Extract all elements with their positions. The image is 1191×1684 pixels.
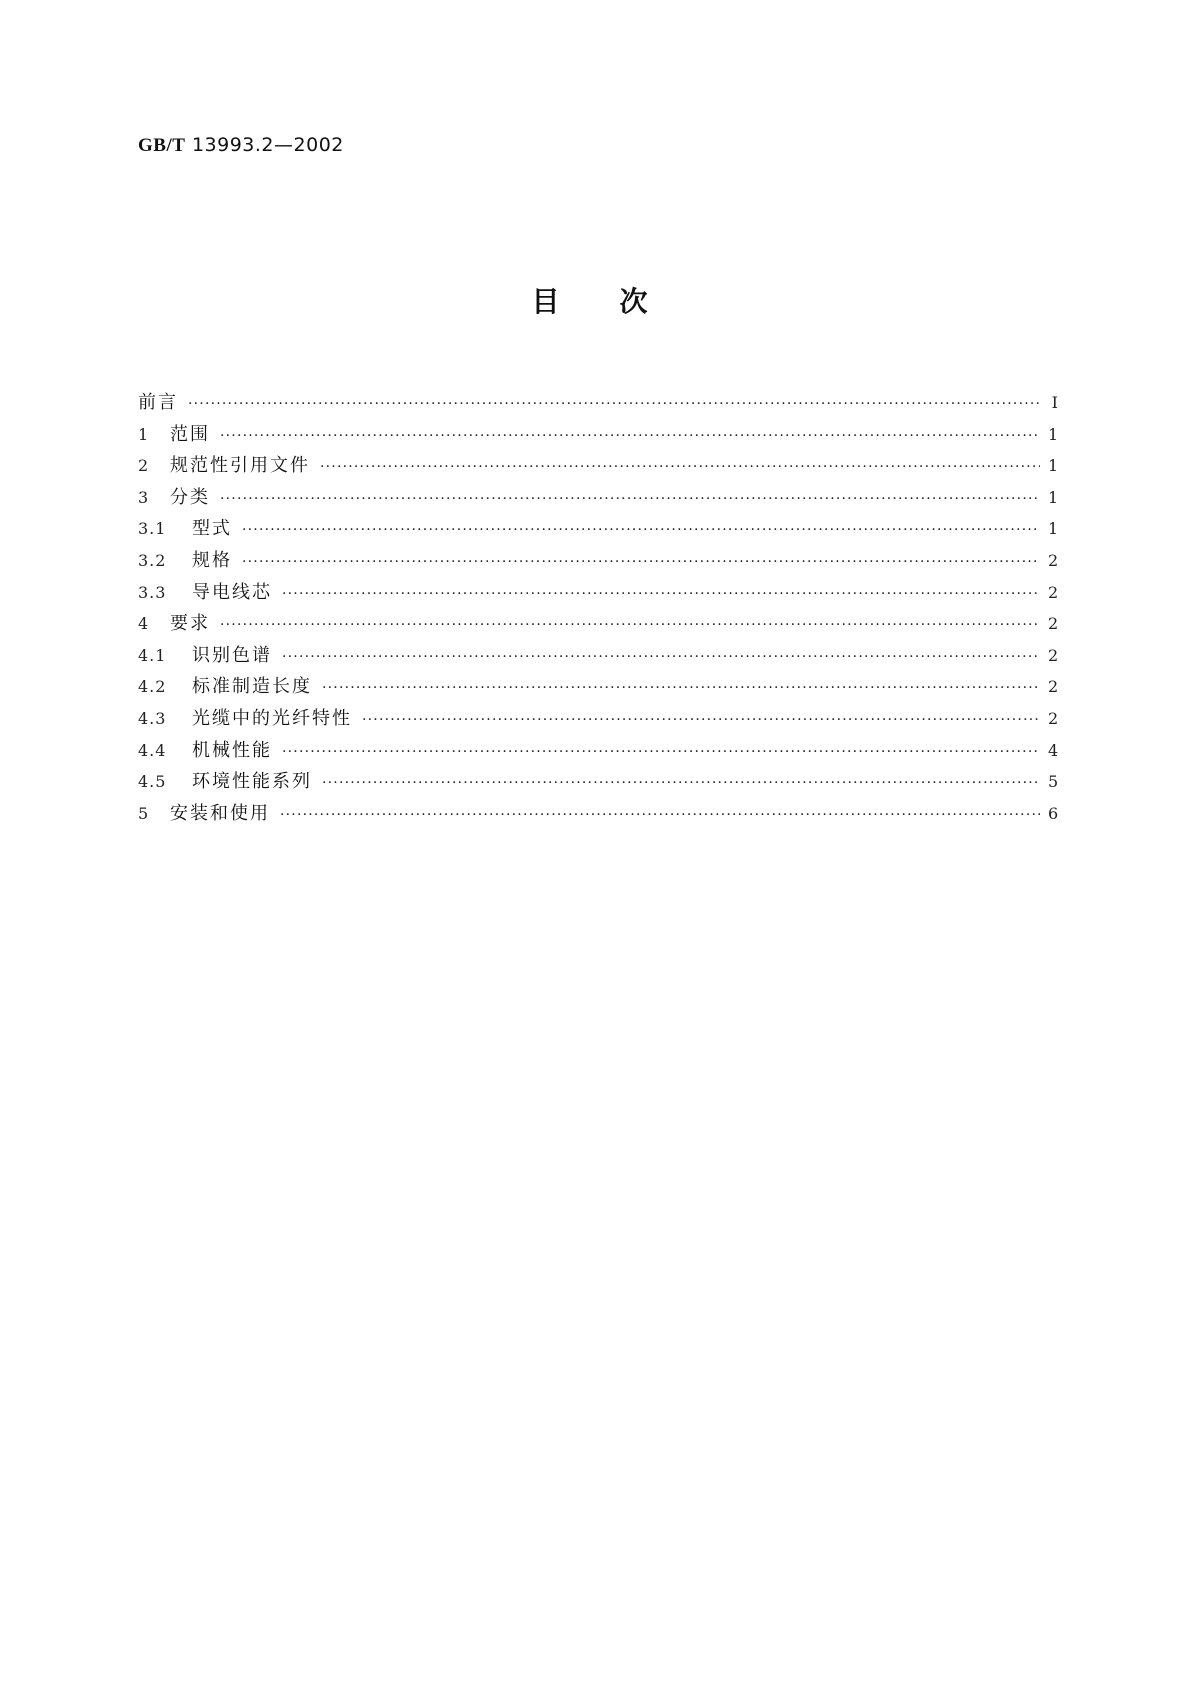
toc-entry-label: 范围 — [170, 423, 210, 445]
toc-entry[interactable] — [138, 450, 1058, 482]
toc-entry-label: 要求 — [170, 613, 210, 635]
toc-dot-leader — [280, 800, 1040, 832]
standard-number — [138, 134, 344, 157]
toc-entry-number: 4.1 — [138, 645, 167, 665]
toc-entry[interactable] — [138, 766, 1058, 798]
toc-entry-page: 4 — [1048, 740, 1059, 760]
toc-entry-number: 1 — [138, 424, 150, 444]
toc-entry-page: 2 — [1048, 708, 1059, 728]
toc-entry-page: 6 — [1048, 803, 1059, 823]
toc-dot-leader — [220, 421, 1040, 453]
toc-entry-page: 2 — [1048, 614, 1059, 634]
toc-entry[interactable] — [138, 419, 1058, 451]
toc-entry-page: 1 — [1048, 487, 1059, 507]
toc-entry-number: 4.5 — [138, 772, 167, 792]
toc-entry-label: 光缆中的光纤特性 — [192, 707, 352, 729]
toc-dot-leader — [322, 768, 1040, 800]
toc-entry[interactable] — [138, 640, 1058, 672]
toc-entry-label: 识别色谱 — [192, 644, 272, 666]
toc-dot-leader — [282, 737, 1040, 769]
toc-entry-page: 2 — [1048, 582, 1059, 602]
toc-entry-label: 安装和使用 — [170, 802, 270, 824]
toc-dot-leader — [282, 579, 1040, 611]
toc-entry-number: 5 — [138, 803, 150, 823]
toc-entry[interactable] — [138, 671, 1058, 703]
table-of-contents — [138, 387, 1058, 829]
toc-entry[interactable] — [138, 798, 1058, 830]
standard-prefix: GB/T — [138, 135, 186, 156]
toc-entry-page: 1 — [1048, 424, 1059, 444]
toc-entry-number: 3.3 — [138, 582, 167, 602]
toc-entry-label: 标准制造长度 — [192, 676, 312, 698]
toc-entry[interactable] — [138, 577, 1058, 609]
toc-entry[interactable] — [138, 513, 1058, 545]
toc-entry-label: 型式 — [192, 518, 232, 540]
toc-dot-leader — [242, 547, 1040, 579]
toc-entry-page: 1 — [1048, 456, 1059, 476]
toc-entry-number: 4.4 — [138, 740, 167, 760]
toc-entry-page: 1 — [1048, 519, 1059, 539]
toc-entry-label: 导电线芯 — [192, 581, 272, 603]
toc-entry-label: 环境性能系列 — [192, 771, 312, 793]
toc-entry[interactable] — [138, 735, 1058, 767]
toc-entry-page: 2 — [1048, 645, 1059, 665]
toc-dot-leader — [282, 642, 1040, 674]
toc-entry[interactable] — [138, 482, 1058, 514]
toc-entry-label: 前言 — [138, 392, 178, 413]
toc-dot-leader — [188, 389, 1040, 421]
toc-entry-label: 机械性能 — [192, 739, 272, 761]
toc-entry-label: 规范性引用文件 — [170, 455, 310, 477]
toc-dot-leader — [242, 515, 1040, 547]
toc-entry-number: 3.2 — [138, 550, 167, 570]
toc-entry-number: 4.3 — [138, 708, 167, 728]
toc-entry-number: 4 — [138, 614, 150, 634]
toc-entry-page: 5 — [1048, 772, 1059, 792]
toc-entry[interactable] — [138, 387, 1058, 419]
toc-entry[interactable] — [138, 703, 1058, 735]
toc-entry-number: 2 — [138, 456, 150, 476]
toc-dot-leader — [362, 705, 1040, 737]
toc-dot-leader — [220, 610, 1040, 642]
toc-entry[interactable] — [138, 545, 1058, 577]
toc-entry-page: I — [1051, 393, 1058, 412]
toc-entry-number: 3 — [138, 487, 150, 507]
page-title: 目次 — [531, 285, 708, 318]
toc-dot-leader — [322, 673, 1040, 705]
toc-entry-page: 2 — [1048, 677, 1059, 697]
toc-entry-label: 分类 — [170, 486, 210, 508]
toc-entry-number: 3.1 — [138, 519, 167, 539]
standard-code: 13993.2—2002 — [191, 134, 344, 156]
toc-entry-label: 规格 — [192, 549, 232, 571]
toc-entry[interactable] — [138, 608, 1058, 640]
toc-dot-leader — [220, 484, 1040, 516]
toc-dot-leader — [320, 452, 1040, 484]
toc-entry-page: 2 — [1048, 550, 1059, 570]
toc-entry-number: 4.2 — [138, 677, 167, 697]
